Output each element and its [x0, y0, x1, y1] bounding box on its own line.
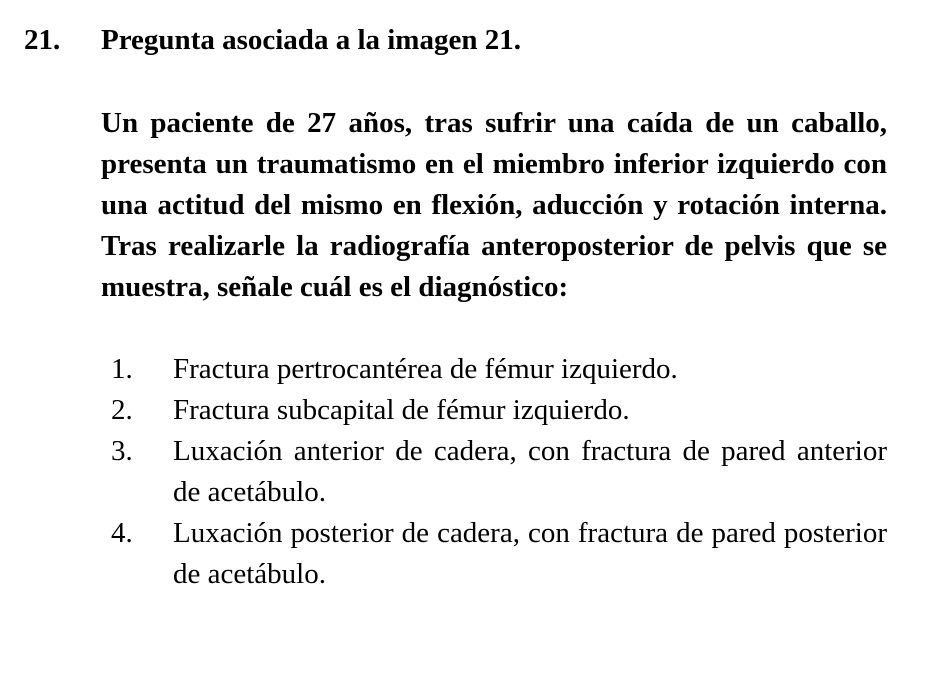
answer-option-number: 4.	[111, 517, 133, 549]
answer-option-3[interactable]	[101, 431, 887, 513]
answer-option-2[interactable]	[101, 390, 887, 431]
question-header	[24, 20, 924, 61]
question-title: Pregunta asociada a la imagen 21.	[101, 24, 521, 56]
answer-option-text: Fractura pertrocantérea de fémur izquierdo.	[173, 353, 678, 385]
answer-option-text: Luxación anterior de cadera, con fractura de pared anterior de acetábulo.	[173, 435, 887, 508]
answer-option-number: 3.	[111, 435, 133, 467]
question-number: 21.	[24, 24, 61, 56]
question-stem: Un paciente de 27 años, tras sufrir una caída de un caballo, presenta un traumatismo en el miembro inferior izquierdo con una actitud del mismo en flexión, aducción y rotación interna. Tras realizarle la radiografía anteroposterior de pelvis que se muestra, señale cuál es el diagnóstico:	[101, 107, 887, 303]
answer-options	[101, 349, 887, 595]
question-block	[24, 20, 924, 624]
answer-option-1[interactable]	[101, 349, 887, 390]
answer-option-number: 1.	[111, 353, 133, 385]
answer-option-number: 2.	[111, 394, 133, 426]
answer-option-text: Luxación posterior de cadera, con fractura de pared posterior de acetábulo.	[173, 517, 887, 590]
answer-option-text: Fractura subcapital de fémur izquierdo.	[173, 394, 630, 426]
answer-option-4[interactable]	[101, 513, 887, 595]
